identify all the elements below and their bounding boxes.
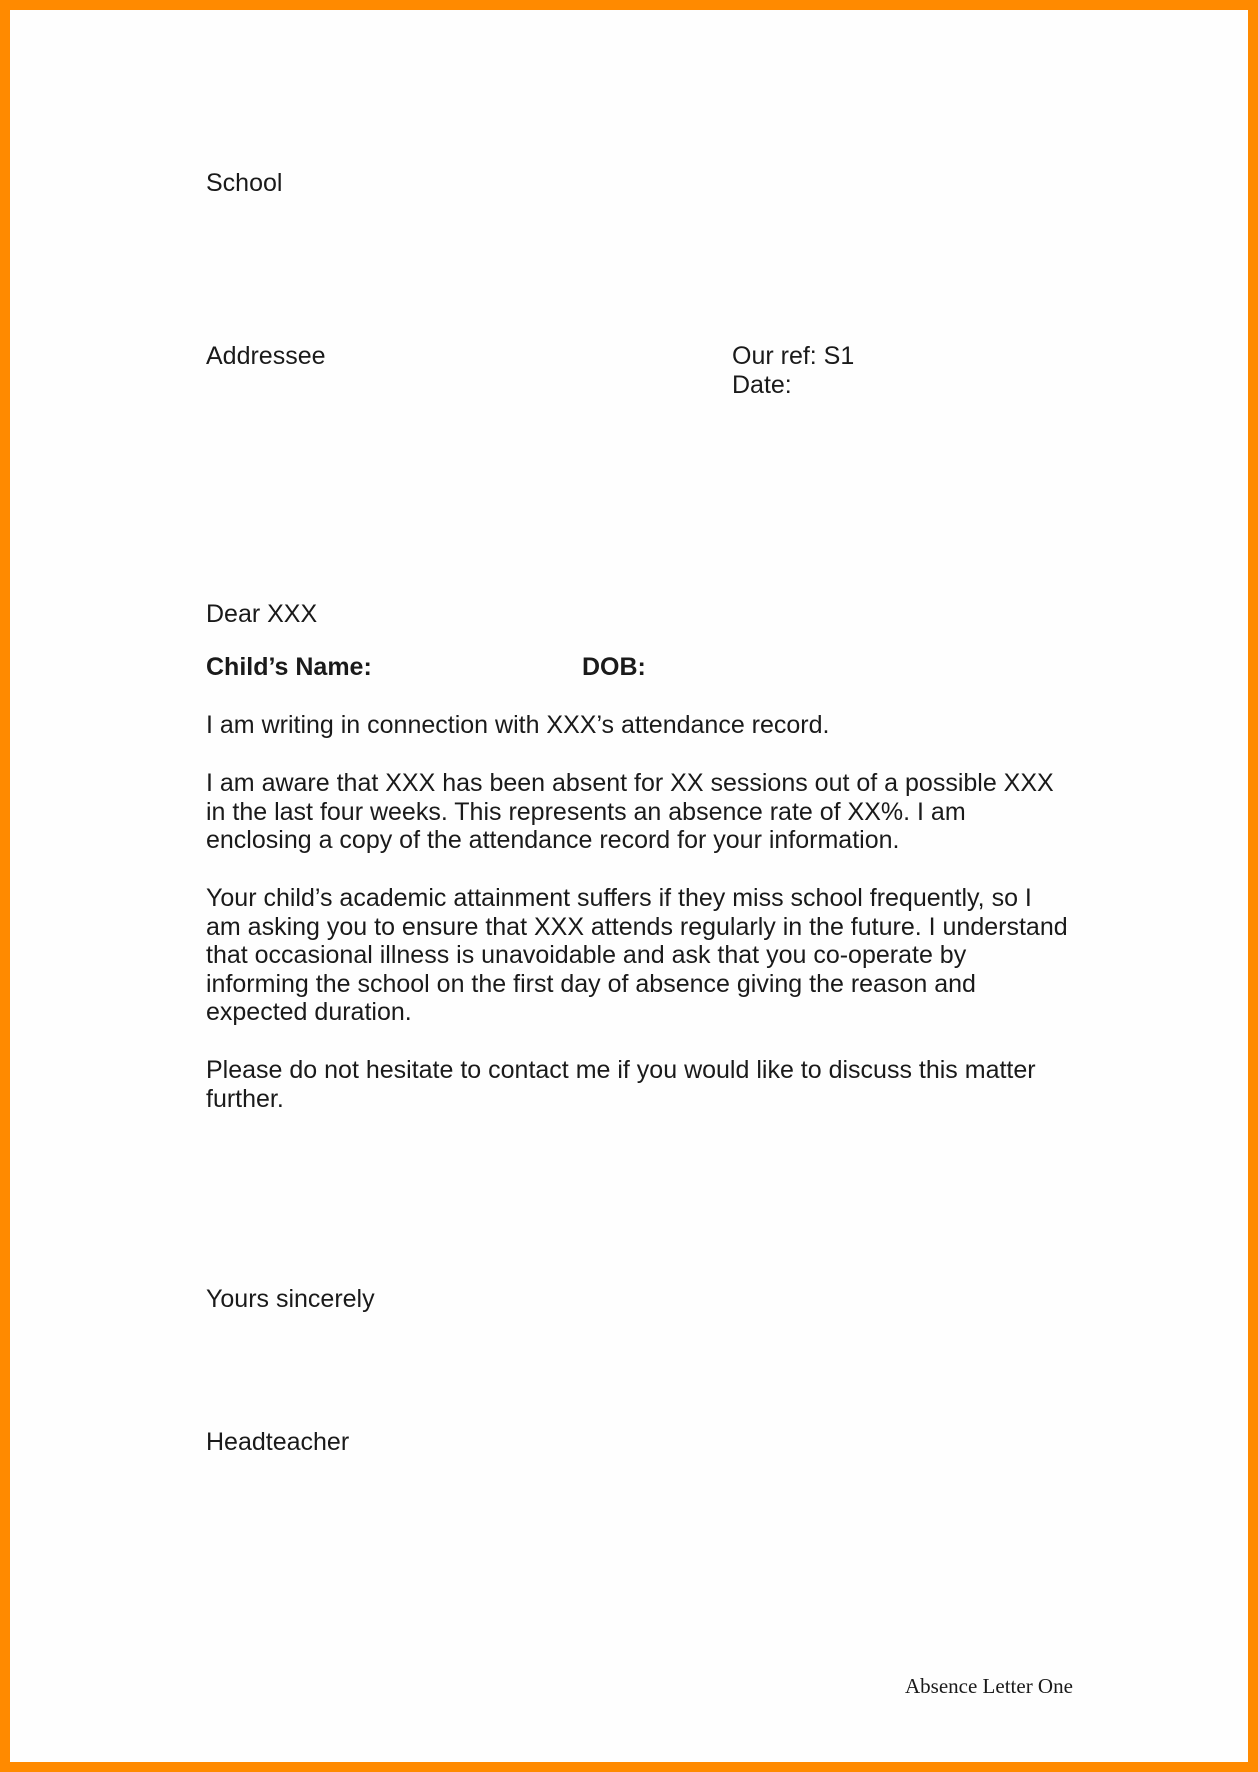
school-heading: School (206, 169, 283, 197)
date-label: Date: (732, 371, 792, 399)
dob-label: DOB: (582, 653, 646, 681)
closing: Yours sincerely (206, 1285, 375, 1313)
paragraph-contact: Please do not hesitate to contact me if you would like to discuss this matter further. (206, 1056, 1036, 1113)
signatory: Headteacher (206, 1428, 350, 1456)
paragraph-absence: I am aware that XXX has been absent for XX sessions out of a possible XXX in the last four weeks. This represents an absence rate of XX%. I am enclosing a copy of the attendance record for your information. (206, 769, 1054, 854)
child-name-label: Child’s Name: (206, 653, 372, 681)
addressee: Addressee (206, 342, 326, 370)
footer-label: Absence Letter One (905, 1674, 1073, 1698)
paragraph-attainment: Your child’s academic attainment suffers if they miss school frequently, so I am asking you to ensure that XXX attends regularly in the future. I understand that occasional illness is unavoidable and ask that you co-operate by informing the school on the first day of absence giving the reason and expected duration. (206, 884, 1068, 1026)
paragraph-intro: I am writing in connection with XXX’s attendance record. (206, 711, 830, 739)
our-ref: Our ref: S1 (732, 342, 855, 370)
greeting: Dear XXX (206, 600, 318, 628)
